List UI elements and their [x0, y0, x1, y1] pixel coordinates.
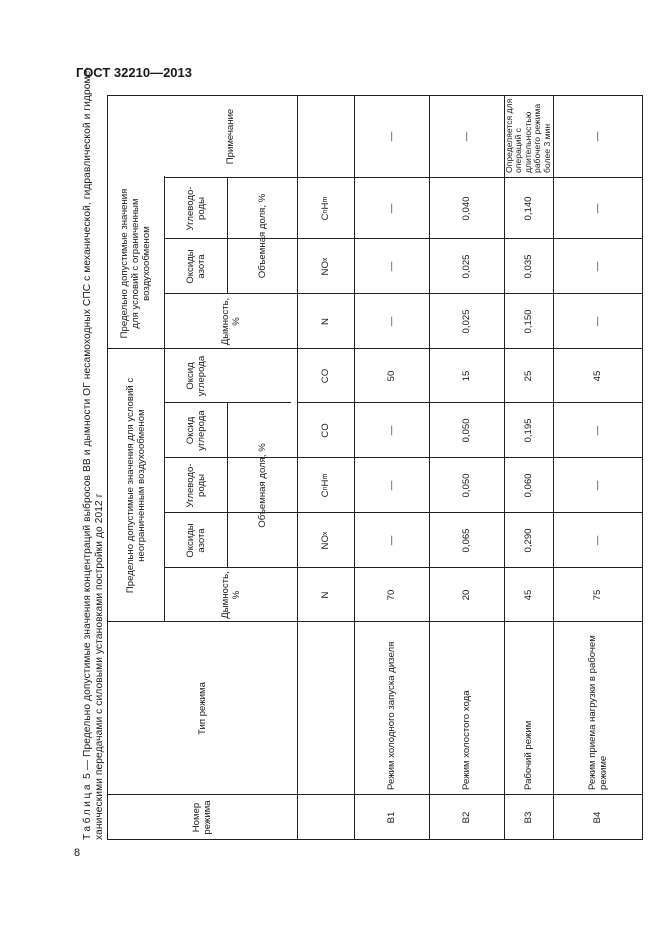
- sym-nox-1: NO x: [320, 531, 331, 550]
- table-row-4-note: —: [592, 131, 603, 142]
- table-row-3-co2: 0,140: [523, 196, 534, 221]
- table-row-3-n1: 45: [523, 589, 534, 601]
- header-group-limited: Предельно допустимые значения для условий с ограниченным воздухообменом: [119, 188, 152, 339]
- table-row-2-co1: 0,050: [461, 418, 472, 443]
- emissions-table: [107, 95, 643, 840]
- sym-chm-2: C n H m: [320, 196, 331, 221]
- table-row-3-co1: 0,195: [523, 418, 534, 443]
- page-number: 8: [74, 847, 81, 859]
- table-row-1-co2: —: [386, 203, 397, 214]
- table-row-2-nox2: 0,025: [461, 309, 472, 334]
- sym-nox-2: NO x: [320, 257, 331, 276]
- table-row-3-nox1: 0,290: [523, 528, 534, 553]
- table-row-3-n2: 25: [523, 370, 534, 382]
- header-chm-2: Углеводо-роды: [184, 186, 207, 231]
- table-row-3-nox2: 0,150: [523, 309, 534, 334]
- document-header: ГОСТ 32210—2013: [76, 65, 192, 80]
- header-mode-type: Тип режима: [196, 682, 208, 735]
- header-smoke-1: Дымность, %: [219, 571, 242, 619]
- header-nox-1: Оксиды азота: [184, 523, 207, 558]
- table-row-4-co1: —: [592, 425, 603, 436]
- table-row-2-type: Режим холостого хода: [461, 690, 472, 790]
- caption-text-2: ханическими передачами с силовыми установками постройки до 2012 г: [94, 493, 105, 840]
- header-volume-2: Объемная доля, %: [256, 193, 268, 279]
- header-co-1: Оксид углерода: [184, 410, 207, 451]
- sym-chm-1: C n H m: [320, 473, 331, 498]
- header-smoke-2: Дымность, %: [219, 297, 242, 346]
- header-chm-1: Углеводо-роды: [184, 463, 207, 508]
- table-row-1-co1: —: [386, 425, 397, 436]
- header-note: Примечание: [225, 108, 236, 165]
- table-row-4-co2: —: [592, 203, 603, 214]
- table-row-3-type: Рабочий режим: [523, 720, 534, 790]
- table-row-2-ch1: 0,050: [461, 473, 472, 498]
- table-row-1-type: Режим холодного запуска дизеля: [386, 641, 397, 790]
- table-row-1-note: —: [386, 131, 397, 142]
- sym-co-2: CO: [320, 368, 331, 384]
- table-row-1-nox2: —: [386, 316, 397, 327]
- table-row-3-ch2: 0,035: [523, 254, 534, 279]
- header-group-unlimited: Предельно допустимые значения для условий с неограниченным воздухообменом: [124, 377, 147, 594]
- table-row-3-num: В3: [523, 811, 534, 824]
- table-row-3-ch1: 0,060: [523, 473, 534, 498]
- header-volume-1: Объемная доля, %: [256, 443, 268, 528]
- table-row-1-nox1: —: [386, 535, 397, 546]
- table-row-2-ch2: 0,025: [461, 254, 472, 279]
- sym-n-1: N: [320, 591, 331, 599]
- table-row-2-co2: 0,040: [461, 196, 472, 221]
- table-row-3-note: Определяется для операций с длительностью рабочего режима более 3 мин: [503, 98, 552, 173]
- table-row-1-num: В1: [386, 811, 397, 824]
- caption-line-1: [82, 67, 94, 840]
- table-row-2-n2: 15: [461, 370, 472, 382]
- table-row-2-nox1: 0,065: [461, 528, 472, 553]
- caption-number: 5: [82, 773, 93, 779]
- table-row-4-nox2: —: [592, 316, 603, 327]
- table-row-1-n2: 50: [386, 370, 397, 382]
- table-row-2-note: —: [461, 131, 472, 142]
- caption-prefix: Таблица: [82, 781, 93, 840]
- header-nox-2: Оксиды азота: [184, 249, 207, 284]
- table-row-4-type: Режим приема нагрузки в рабочем режиме: [586, 635, 609, 790]
- header-co-2: Оксид углерода: [184, 355, 207, 397]
- table-row-1-ch2: —: [386, 261, 397, 272]
- table-row-1-ch1: —: [386, 480, 397, 491]
- sym-co-1: CO: [320, 423, 331, 438]
- table-row-4-nox1: —: [592, 535, 603, 546]
- table-row-4-n1: 75: [592, 589, 603, 601]
- table-row-4-ch1: —: [592, 480, 603, 491]
- caption-text-1: — Предельно допустимые значения концентраций выбросов ВВ и дымности ОГ несамоходных СПС с механической, гидравлической и гидроме-: [82, 67, 93, 771]
- table-row-4-n2: 45: [592, 370, 603, 382]
- table-row-2-n1: 20: [461, 589, 472, 601]
- table-caption: [82, 67, 108, 840]
- sym-n-2: N: [320, 318, 331, 325]
- header-mode-number: Номер режима: [191, 800, 213, 835]
- table-row-1-n1: 70: [386, 589, 397, 601]
- table-row-2-num: В2: [461, 811, 472, 824]
- table-row-4-ch2: —: [592, 261, 603, 272]
- table-row-4-num: В4: [592, 811, 603, 824]
